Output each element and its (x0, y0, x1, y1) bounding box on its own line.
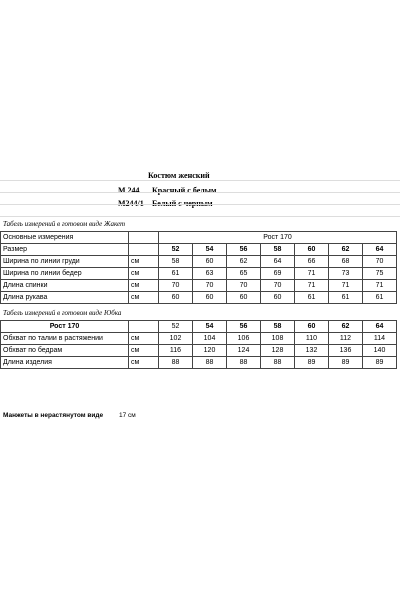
cuffs-note (3, 412, 136, 419)
value-cell: 70 (363, 256, 397, 268)
value-cell: 71 (363, 280, 397, 292)
size-header: 56 (227, 244, 261, 256)
value-cell: 112 (329, 333, 363, 345)
measurement-label: Обхват по талии в растяжении (1, 333, 129, 345)
value-cell: 104 (193, 333, 227, 345)
skirt-size-row (1, 321, 397, 333)
value-cell: 63 (193, 268, 227, 280)
value-cell: 69 (261, 268, 295, 280)
value-cell: 60 (159, 292, 193, 304)
value-cell: 71 (295, 268, 329, 280)
unit-cell: см (129, 256, 159, 268)
cuffs-value: 17 см (119, 412, 136, 419)
size-header: 56 (227, 321, 261, 333)
table-row (1, 256, 397, 268)
value-cell: 70 (159, 280, 193, 292)
value-cell: 114 (363, 333, 397, 345)
size-header: 62 (329, 321, 363, 333)
basic-measurements-label: Основные измерения (1, 232, 129, 244)
size-header: 58 (261, 321, 295, 333)
measurement-label: Длина изделия (1, 357, 129, 369)
size-header: 60 (295, 321, 329, 333)
table-row (1, 357, 397, 369)
measurement-label: Длина рукава (1, 292, 129, 304)
value-cell: 61 (363, 292, 397, 304)
table-row (1, 280, 397, 292)
value-cell: 88 (193, 357, 227, 369)
size-header: 64 (363, 321, 397, 333)
skirt-caption: Табель измерений в готовом виде Юбка (3, 309, 122, 317)
cuffs-label: Манжеты в нерастянутом виде (3, 412, 104, 419)
measurement-label: Ширина по линии груди (1, 256, 129, 268)
value-cell: 124 (227, 345, 261, 357)
value-cell: 110 (295, 333, 329, 345)
value-cell: 116 (159, 345, 193, 357)
unit-cell: см (129, 357, 159, 369)
model-color: Белый с черным (152, 199, 213, 208)
size-header: 54 (193, 244, 227, 256)
value-cell: 71 (329, 280, 363, 292)
value-cell: 60 (227, 292, 261, 304)
size-header: 52 (159, 244, 193, 256)
height-label: Рост 170 (1, 321, 129, 333)
value-cell: 62 (227, 256, 261, 268)
document-title: Костюм женский (148, 171, 210, 180)
value-cell: 61 (329, 292, 363, 304)
value-cell: 140 (363, 345, 397, 357)
jacket-basic-row (1, 232, 397, 244)
value-cell: 71 (295, 280, 329, 292)
jacket-table-wrapper (0, 231, 400, 304)
size-header: 60 (295, 244, 329, 256)
value-cell: 88 (159, 357, 193, 369)
unit-cell: см (129, 268, 159, 280)
measurement-label: Ширина по линии бедер (1, 268, 129, 280)
skirt-table (0, 320, 397, 369)
value-cell: 132 (295, 345, 329, 357)
unit-cell: см (129, 292, 159, 304)
value-cell: 108 (261, 333, 295, 345)
value-cell: 61 (159, 268, 193, 280)
value-cell: 128 (261, 345, 295, 357)
table-row (1, 292, 397, 304)
value-cell: 60 (193, 256, 227, 268)
height-label: Рост 170 (159, 232, 397, 244)
size-label: Размер (1, 244, 129, 256)
size-header: 54 (193, 321, 227, 333)
value-cell: 75 (363, 268, 397, 280)
value-cell: 88 (227, 357, 261, 369)
value-cell: 65 (227, 268, 261, 280)
value-cell: 61 (295, 292, 329, 304)
value-cell: 60 (193, 292, 227, 304)
value-cell: 136 (329, 345, 363, 357)
model-code: M 244 (118, 186, 140, 195)
table-row (1, 268, 397, 280)
model-code: M244/1 (118, 199, 144, 208)
value-cell: 73 (329, 268, 363, 280)
value-cell: 89 (295, 357, 329, 369)
unit-cell: см (129, 280, 159, 292)
value-cell: 88 (261, 357, 295, 369)
value-cell: 68 (329, 256, 363, 268)
model-color: Красный с белым (152, 186, 217, 195)
jacket-table (0, 231, 397, 304)
table-row (1, 333, 397, 345)
skirt-table-wrapper (0, 320, 400, 369)
value-cell: 102 (159, 333, 193, 345)
measurement-label: Длина спинки (1, 280, 129, 292)
value-cell: 66 (295, 256, 329, 268)
table-row (1, 345, 397, 357)
unit-cell: см (129, 345, 159, 357)
value-cell: 120 (193, 345, 227, 357)
value-cell: 60 (261, 292, 295, 304)
jacket-caption: Табель измерений в готовом виде Жакет (3, 220, 126, 228)
size-header: 58 (261, 244, 295, 256)
size-header: 62 (329, 244, 363, 256)
jacket-size-row (1, 244, 397, 256)
value-cell: 58 (159, 256, 193, 268)
value-cell: 106 (227, 333, 261, 345)
unit-cell: см (129, 333, 159, 345)
sheet-gridlines (0, 180, 400, 220)
value-cell: 70 (261, 280, 295, 292)
value-cell: 64 (261, 256, 295, 268)
size-header: 64 (363, 244, 397, 256)
value-cell: 70 (227, 280, 261, 292)
size-header: 52 (159, 321, 193, 333)
value-cell: 89 (329, 357, 363, 369)
measurement-label: Обхват по бедрам (1, 345, 129, 357)
value-cell: 89 (363, 357, 397, 369)
value-cell: 70 (193, 280, 227, 292)
